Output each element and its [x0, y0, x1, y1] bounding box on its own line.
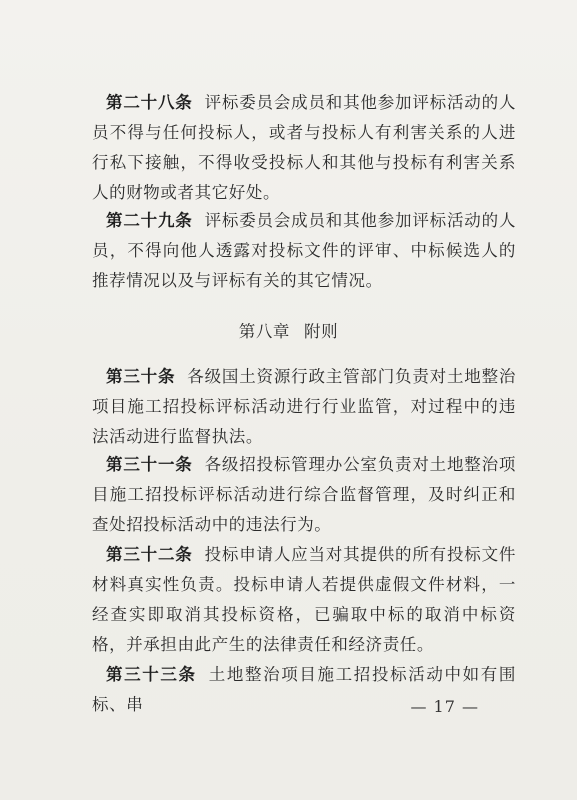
article-30 — [92, 362, 516, 452]
article-text: 土地整治项目施工招投标活动中如有围标、串 — [92, 665, 517, 714]
article-text: 投标申请人应当对其提供的所有投标文件材料真实性负责。投标申请人若提供虚假文件材料，一经查实即取消其投标资格，已骗取中标的取消中标资格，并承担由此产生的法律责任和经济责任。 — [92, 545, 517, 654]
article-number: 第二十八条 — [106, 93, 193, 112]
article-text: 各级国土资源行政主管部门负责对土地整治项目施工招投标评标活动进行行业监管，对过程中的违法活动进行监督执法。 — [92, 367, 517, 446]
article-29 — [92, 206, 516, 296]
chapter-number: 第八章 — [238, 322, 291, 341]
article-number: 第三十三条 — [106, 665, 197, 684]
chapter-heading — [0, 318, 577, 342]
chapter-title: 附则 — [304, 322, 339, 341]
article-text: 各级招投标管理办公室负责对土地整治项目施工招投标评标活动进行综合监督管理，及时纠正和查处招投标活动中的违法行为。 — [92, 455, 517, 534]
article-32 — [92, 540, 516, 660]
article-text: 评标委员会成员和其他参加评标活动的人员，不得向他人透露对投标文件的评审、中标候选人的推荐情况以及与评标有关的其它情况。 — [92, 211, 517, 290]
article-31 — [92, 450, 516, 540]
article-number: 第三十一条 — [106, 455, 193, 474]
article-28 — [92, 88, 516, 208]
article-number: 第三十二条 — [106, 545, 193, 564]
article-number: 第三十条 — [106, 367, 176, 386]
page-number: — 17 — — [410, 697, 479, 716]
article-text: 评标委员会成员和其他参加评标活动的人员不得与任何投标人，或者与投标人有利害关系的人进行私下接触，不得收受投标人和其他与投标有利害关系人的财物或者其它好处。 — [92, 93, 517, 202]
article-number: 第二十九条 — [106, 211, 193, 230]
